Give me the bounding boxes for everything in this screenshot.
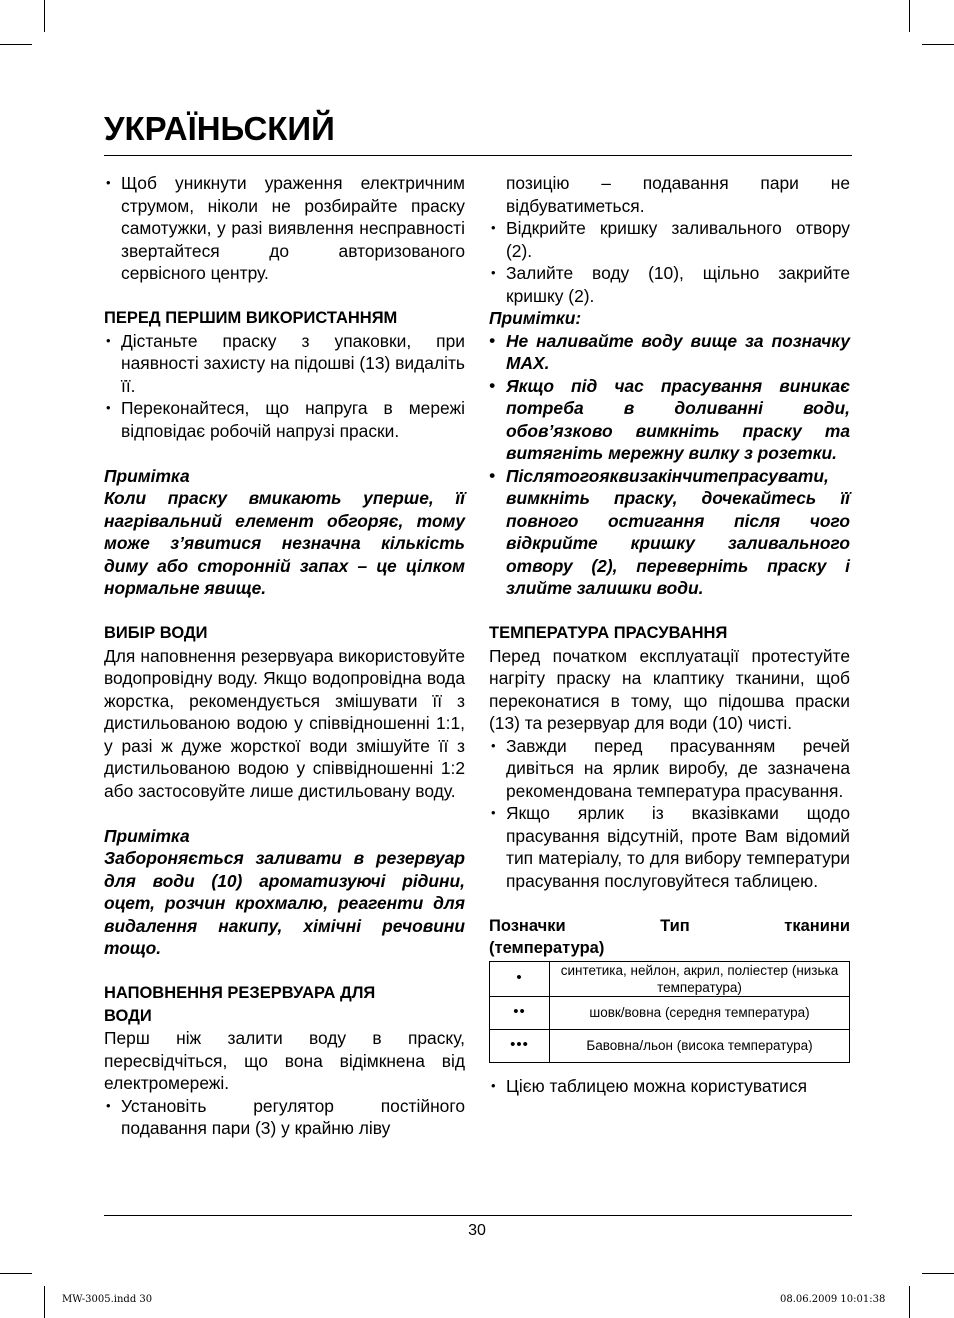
- list-item: • Щоб уникнути ураження електричним струмом, ніколи не розбирайте праску самотужки, у разі виявлення несправності звертайтеся до авторизованого сервісного центру.: [104, 172, 465, 285]
- section-heading-filling-line2: ВОДИ: [104, 1006, 152, 1025]
- note-item: • Не наливайте воду вище за позначку MAX.: [489, 330, 850, 375]
- note-label: Примітка: [104, 825, 190, 846]
- list-item: • Дістаньте праску з упаковки, при наявності захисту на підошві (13) видаліть її.: [104, 330, 465, 398]
- fabric-type: синтетика, нейлон, акрил, поліестер (низька температура): [550, 961, 850, 996]
- note-item: • Післятогояквизакінчитепрасувати, вимкніть праску, дочекайтесь її повного остигання після чого відкрийте кришку заливального отвору (2), переверніть праску і злийте залишки води.: [489, 465, 850, 600]
- list-item: • Відкрийте кришку заливального отвору (2).: [489, 217, 850, 262]
- section-heading-water-choice: ВИБІР ВОДИ: [104, 624, 208, 642]
- section-heading-before-first-use: ПЕРЕД ПЕРШИМ ВИКОРИСТАННЯМ: [104, 309, 398, 327]
- paragraph: Для наповнення резервуара використовуйте водопровідну воду. Якщо водопровідна вода жорстка, рекомендується змішувати її з дистильованою водою у співвідношенні 1:1, у разі ж дуже жорсткої води змішуйте її з дистильованою водою у співвідношенні 1:2 або застосовуйте лише дистильовану воду.: [104, 645, 465, 801]
- note-text: Забороняється заливати в резервуар для води (10) ароматизуючі рідини, оцет, розчин крохмалю, реагенти для видалення накипу, хімічні речовини тощо.: [104, 848, 465, 958]
- list-item: • Переконайтеся, що напруга в мережі відповідає робочій напрузі праски.: [104, 397, 465, 442]
- crop-mark: [909, 1286, 910, 1318]
- paragraph: Перед початком експлуатації протестуйте нагріту праску на клаптику тканини, щоб переконатися в тому, що підошва праски (13) та резервуар для води (10) чисті.: [489, 645, 850, 733]
- list-item: • Цією таблицею можна користуватися: [489, 1075, 850, 1098]
- temperature-dots: ••: [490, 996, 550, 1029]
- title-rule: [104, 155, 852, 156]
- list-item: • Залийте воду (10), щільно закрийте кришку (2).: [489, 262, 850, 307]
- ironing-temperature-table: [489, 961, 850, 1063]
- table-header-marks: Позначки: [489, 916, 566, 935]
- list-item: • Установіть регулятор постійного подавання пари (3) у крайню ліву: [104, 1095, 465, 1140]
- table-header-type: Тип: [660, 916, 690, 935]
- paragraph: позицію – подавання пари не відбуватиметься.: [506, 173, 850, 216]
- table-header: [489, 915, 850, 938]
- table-row: [490, 961, 850, 996]
- crop-mark: [44, 0, 45, 32]
- crop-mark: [44, 1286, 45, 1318]
- right-column: [489, 172, 850, 1097]
- table-header-temperature: (температура): [489, 939, 605, 957]
- notes-label: Примітки:: [489, 308, 582, 328]
- left-column: [104, 172, 465, 1140]
- note-label: Примітка: [104, 465, 190, 486]
- table-header-fabric: тканини: [784, 916, 850, 935]
- crop-mark: [0, 1273, 32, 1274]
- slug-date: 08.06.2009 10:01:38: [780, 1294, 886, 1305]
- slug-file: MW-3005.indd 30: [62, 1294, 153, 1305]
- crop-mark: [922, 1273, 954, 1274]
- temperature-dots: •: [490, 961, 550, 996]
- footer-rule: [104, 1215, 852, 1216]
- table-row: [490, 1029, 850, 1062]
- crop-mark: [0, 44, 32, 45]
- list-item: • Завжди перед прасуванням речей дивіться на ярлик виробу, де зазначена рекомендована температура прасування.: [489, 735, 850, 803]
- section-heading-filling: НАПОВНЕННЯ РЕЗЕРВУАРА ДЛЯ: [104, 984, 376, 1002]
- page-number: 30: [468, 1222, 486, 1239]
- list-item: • Якщо ярлик із вказівками щодо прасування відсутній, проте Вам відомий тип матеріалу, то для вибору температури прасування послуговуйтеся таблицею.: [489, 802, 850, 892]
- note-item: • Якщо під час прасування виникає потреба в доливанні води, обов’язково вимкніть праску та витягніть мережну вилку з розетки.: [489, 375, 850, 465]
- page-title: УКРАЇНЬСКИЙ: [104, 110, 335, 147]
- temperature-dots: •••: [490, 1029, 550, 1062]
- crop-mark: [909, 0, 910, 32]
- fabric-type: шовк/вовна (середня температура): [550, 996, 850, 1029]
- paragraph: Перш ніж залити воду в праску, пересвідчіться, що вона відімкнена від електромережі.: [104, 1028, 465, 1093]
- note-text: Коли праску вмикають уперше, її нагрівальний елемент обгоряє, тому може з’явитися незначна кількість диму або сторонній запах – це цілком нормальне явище.: [104, 488, 465, 598]
- table-row: [490, 996, 850, 1029]
- crop-mark: [922, 44, 954, 45]
- section-heading-temperature: ТЕМПЕРАТУРА ПРАСУВАННЯ: [489, 624, 728, 642]
- fabric-type: Бавовна/льон (висока температура): [550, 1029, 850, 1062]
